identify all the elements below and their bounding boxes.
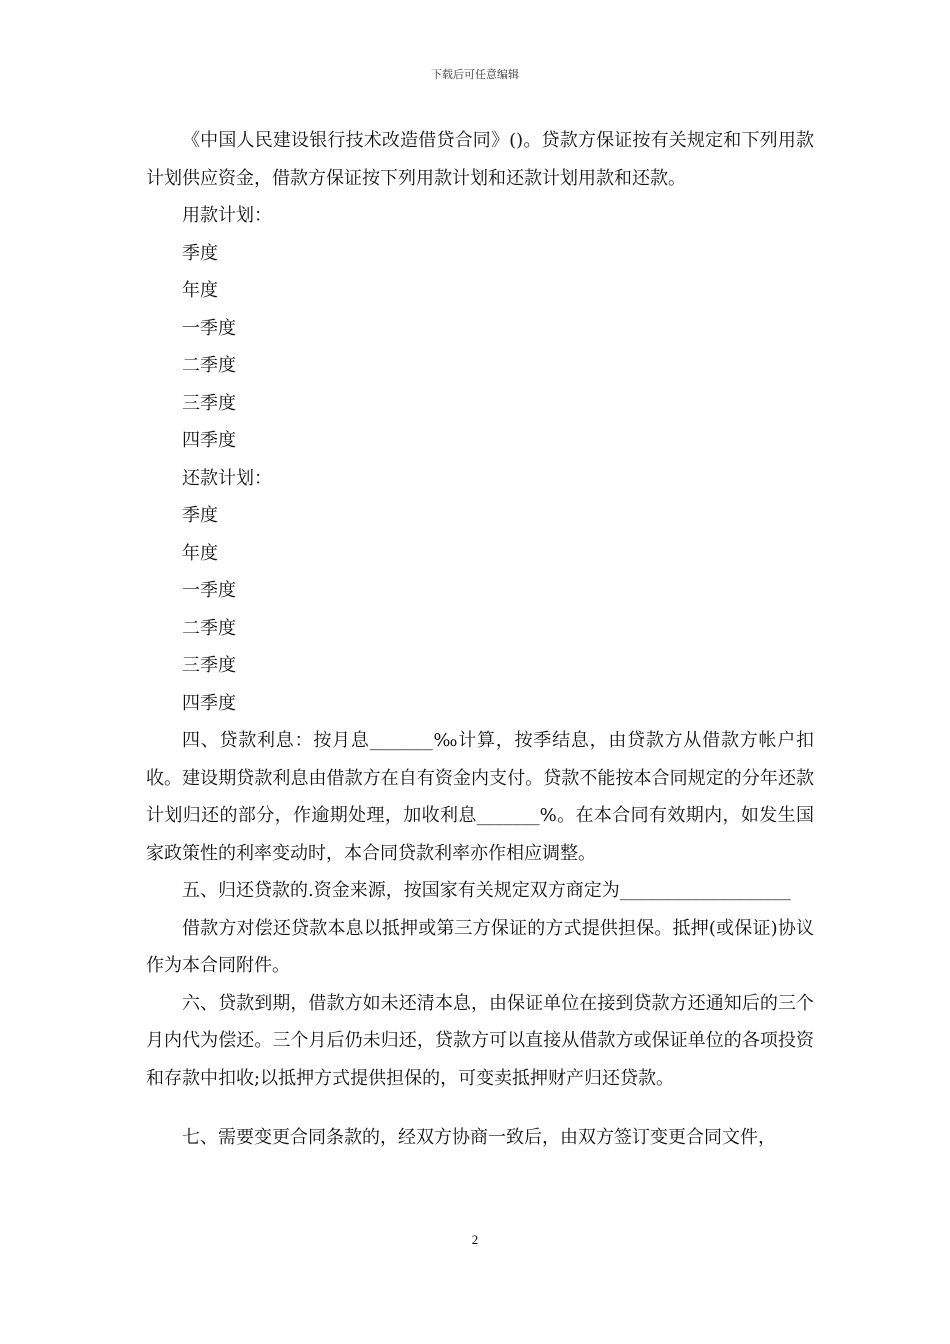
document-body <box>146 122 814 1157</box>
clause-5-repayment-source: 五、归还贷款的.资金来源，按国家有关规定双方商定为___________________ <box>182 880 791 901</box>
page-header: 下载后可任意编辑 <box>431 68 519 81</box>
repayment-plan-label: 还款计划： <box>182 467 272 489</box>
repayment-plan-item: 季度 <box>182 505 218 526</box>
repayment-plan-item: 三季度 <box>182 655 236 676</box>
usage-plan-item: 年度 <box>182 280 218 301</box>
clause-4-interest: 四、贷款利息：按月息_______‰计算，按季结息，由贷款方从借款方帐户扣收。建设期贷款利息由借款方在自有资金内支付。贷款不能按本合同规定的分年还款计划归还的部分，作逾期处理，加收利息_______%。在本合同有效期内，如发生国家政策性的利率变动时，本合同贷款利率亦作相应调整。 <box>146 730 814 864</box>
usage-plan-label: 用款计划： <box>182 205 272 226</box>
clause-6-maturity: 六、贷款到期，借款方如未还清本息，由保证单位在接到贷款方还通知后的三个月内代为偿还。三个月后仍未归还，贷款方可以直接从借款方或保证单位的各项投资和存款中扣收;以抵押方式提供担保的，可变卖抵押财产归还贷款。 <box>146 992 814 1089</box>
intro-paragraph: 《中国人民建设银行技术改造借贷合同》()。贷款方保证按有关规定和下列用款计划供应资金，借款方保证按下列用款计划和还款计划用款和还款。 <box>146 130 814 189</box>
repayment-plan-item: 一季度 <box>182 580 236 601</box>
usage-plan-item: 三季度 <box>182 392 236 414</box>
guarantee-paragraph: 借款方对偿还贷款本息以抵押或第三方保证的方式提供担保。抵押(或保证)协议作为本合同附件。 <box>146 917 814 976</box>
page-number: 2 <box>471 1232 479 1247</box>
usage-plan-item: 四季度 <box>182 430 236 451</box>
repayment-plan-item: 年度 <box>182 542 218 564</box>
repayment-plan-item: 四季度 <box>182 692 236 714</box>
paragraph-gap <box>146 1097 814 1119</box>
usage-plan-item: 二季度 <box>182 355 236 376</box>
usage-plan-item: 季度 <box>182 242 218 264</box>
clause-7-amendment: 七、需要变更合同条款的，经双方协商一致后，由双方签订变更合同文件， <box>182 1127 776 1148</box>
repayment-plan-item: 二季度 <box>182 617 236 639</box>
usage-plan-item: 一季度 <box>182 317 236 339</box>
